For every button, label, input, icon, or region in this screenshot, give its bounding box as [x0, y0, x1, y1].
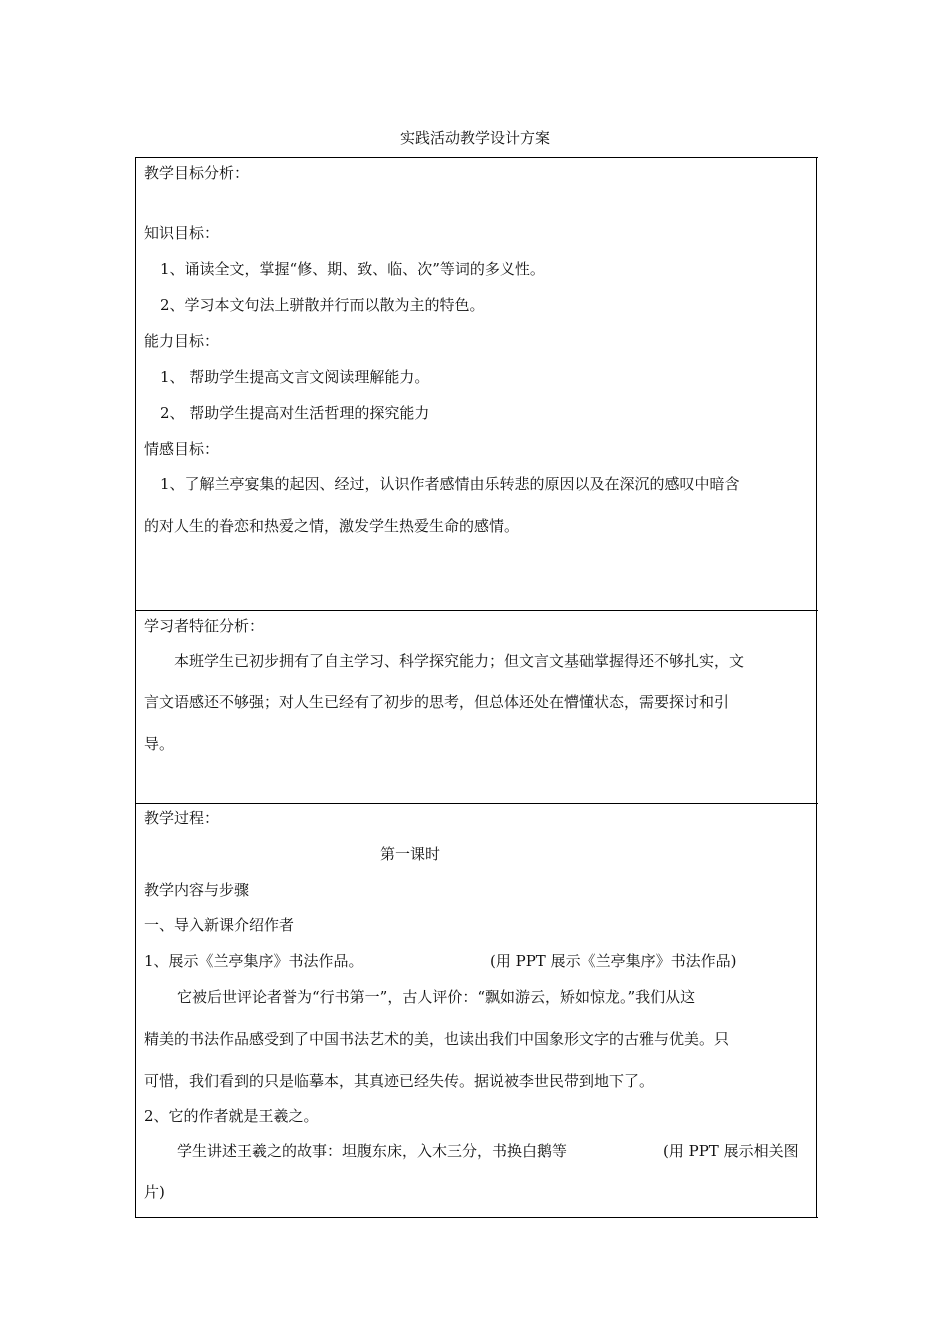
document-table	[135, 157, 817, 1218]
section-heading-process: 教学过程：	[144, 809, 220, 827]
para-1-line-1: 它被后世评论者誉为“行书第一”，古人评价：“飘如游云，矫如惊龙。”我们从这	[177, 988, 696, 1006]
knowledge-heading: 知识目标：	[144, 224, 220, 242]
para-2-line-2: 片)	[144, 1183, 165, 1201]
table-divider-2	[135, 803, 818, 804]
section-heading-goals: 教学目标分析：	[144, 164, 250, 182]
content-heading: 教学内容与步骤	[144, 881, 250, 899]
section-heading-learners: 学习者特征分析：	[144, 617, 265, 635]
table-border-bottom	[135, 1217, 818, 1218]
para-1-line-2: 精美的书法作品感受到了中国书法艺术的美，也读出我们中国象形文字的古雅与优美。只	[144, 1030, 730, 1048]
table-divider-1	[135, 610, 818, 611]
lesson-title: 第一课时	[380, 845, 441, 863]
item-2: 2、它的作者就是王羲之。	[144, 1107, 319, 1125]
learners-line-1: 本班学生已初步拥有了自主学习、科学探究能力；但文言文基础掌握得还不够扎实，文	[174, 652, 745, 670]
item-1: 1、展示《兰亭集序》书法作品。	[144, 952, 364, 970]
part1-heading: 一、导入新课介绍作者	[144, 916, 295, 934]
para-1-line-3: 可惜，我们看到的只是临摹本，其真迹已经失传。据说被李世民带到地下了。	[144, 1072, 655, 1090]
para-2-line-1: 学生讲述王羲之的故事：坦腹东床，入木三分，书换白鹅等	[177, 1142, 568, 1160]
knowledge-item-2: 2、学习本文句法上骈散并行而以散为主的特色。	[160, 296, 485, 314]
learners-line-3: 导。	[144, 735, 175, 753]
ability-item-2: 2、 帮助学生提高对生活哲理的探究能力	[160, 404, 430, 422]
para-2-note: (用 PPT 展示相关图	[663, 1142, 799, 1160]
table-border-top	[135, 157, 818, 158]
emotion-heading: 情感目标：	[144, 440, 220, 458]
ability-item-1: 1、 帮助学生提高文言文阅读理解能力。	[160, 368, 430, 386]
item-1-note: (用 PPT 展示《兰亭集序》书法作品)	[490, 952, 737, 970]
emotion-item-1-line2: 的对人生的眷恋和热爱之情，激发学生热爱生命的感情。	[144, 517, 520, 535]
emotion-item-1-line1: 1、了解兰亭宴集的起因、经过，认识作者感情由乐转悲的原因以及在深沉的感叹中暗含	[160, 475, 740, 493]
learners-line-2: 言文语感还不够强；对人生已经有了初步的思考，但总体还处在懵懂状态，需要探讨和引	[144, 693, 730, 711]
page-title: 实践活动教学设计方案	[399, 129, 550, 147]
knowledge-item-1: 1、诵读全文，掌握“修、期、致、临、次”等词的多义性。	[160, 260, 545, 278]
ability-heading: 能力目标：	[144, 332, 220, 350]
